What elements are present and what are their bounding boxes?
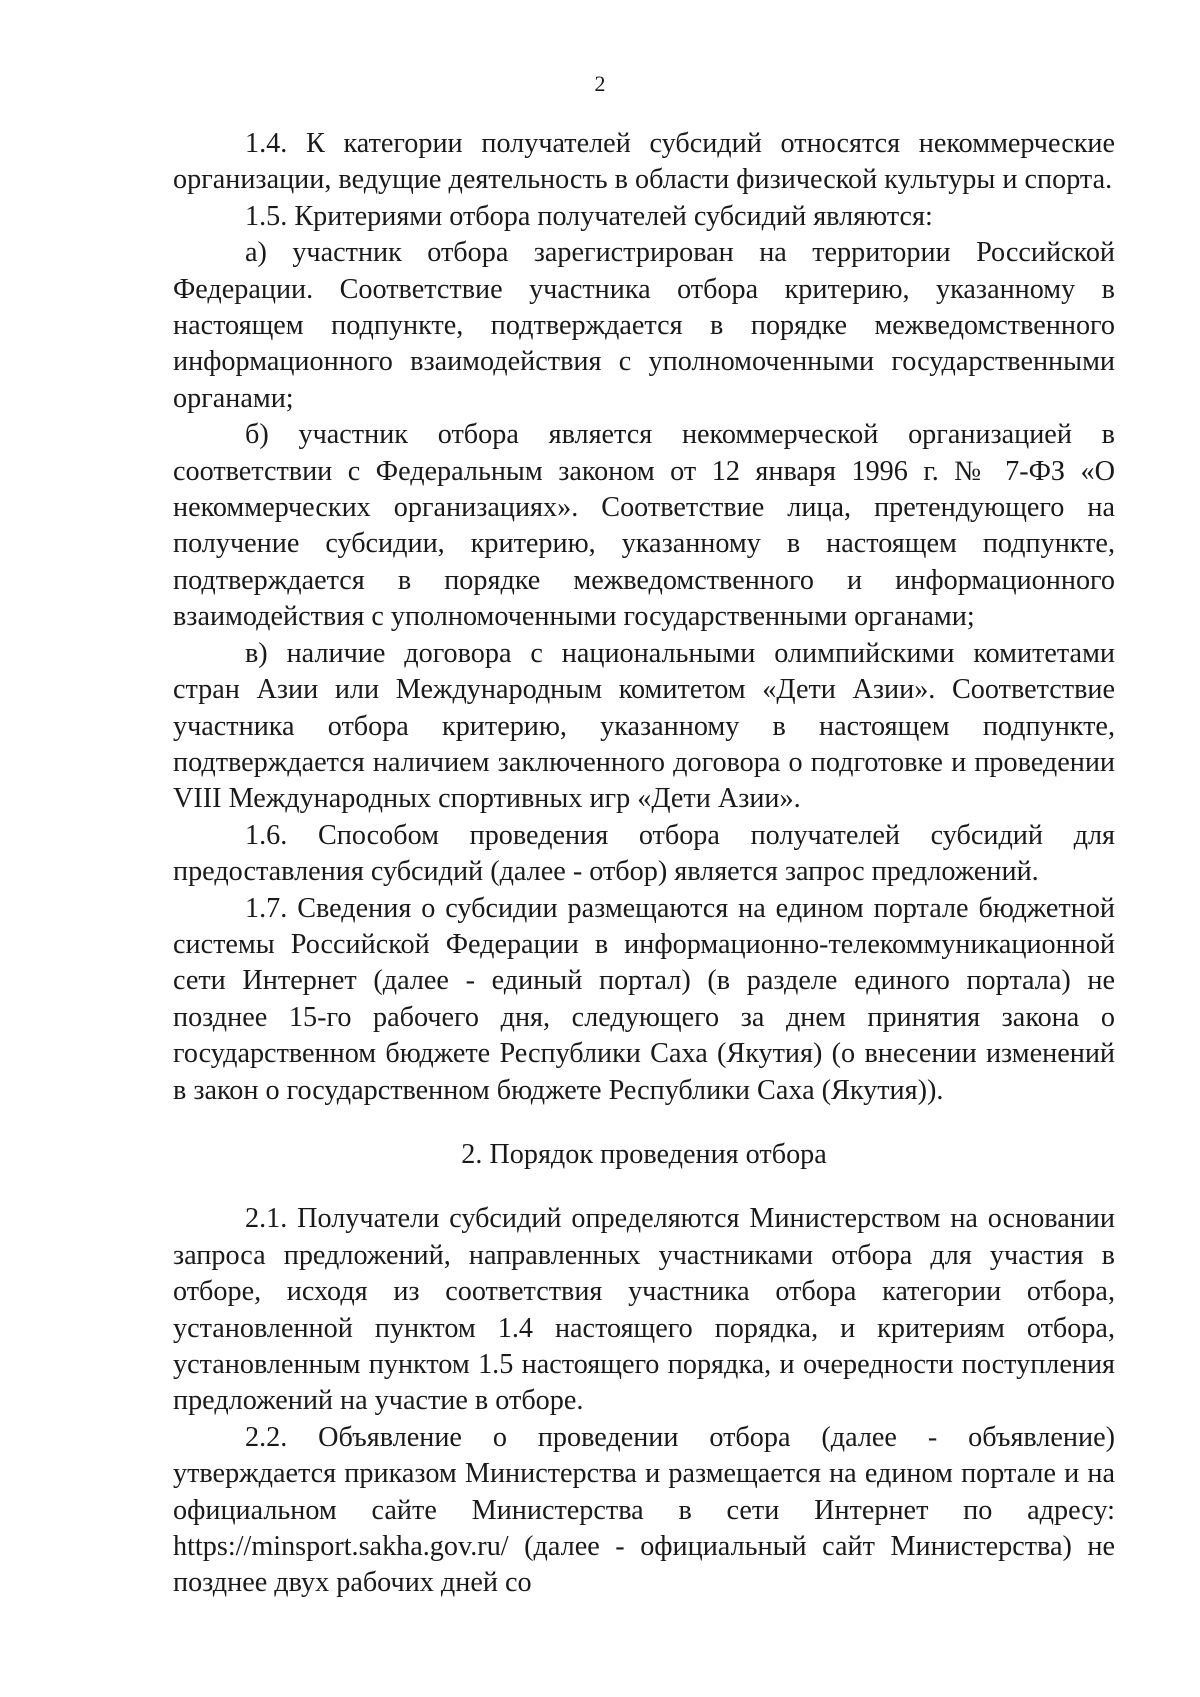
paragraph-1-5-a: а) участник отбора зарегистрирован на территории Российской Федерации. Соответствие участника отбора критерию, указанному в настоящем подпункте, подтверждается в порядке межведомственного информационного взаимодействия с уполномоченными государственными органами; — [173, 237, 1115, 414]
paragraph-1-5-v: в) наличие договора с национальными олимпийскими комитетами стран Азии или Международным комитетом «Дети Азии». Соответствие участника отбора критерию, указанному в настоящем подпункте, подтверждается наличием заключенного договора о подготовке и проведении VIII Международных спортивных игр «Дети Азии». — [173, 637, 1115, 815]
section-heading: 2. Порядок проведения отбора — [461, 1138, 827, 1170]
page-number: 2 — [594, 71, 606, 96]
paragraph-1-4: 1.4. К категории получателей субсидий относятся некоммерческие организации, ведущие деятельность в области физической культуры и спорта. — [173, 128, 1115, 196]
paragraph-2-1: 2.1. Получатели субсидий определяются Министерством на основании запроса предложений, направленных участниками отбора для участия в отборе, исходя из соответствия участника отбора категории отбора, установленной пунктом 1.4 настоящего порядка, и критериям отбора, установленным пунктом 1.5 настоящего порядка, и очередности поступления предложений на участие в отборе. — [173, 1203, 1115, 1417]
paragraph-1-7: 1.7. Сведения о субсидии размещаются на едином портале бюджетной системы Российской Федерации в информационно-телекоммуникационной сети Интернет (далее - единый портал) (в разделе единого портала) не позднее 15-го рабочего дня, следующего за днем принятия закона о государственном бюджете Республики Саха (Якутия) (о внесении изменений в закон о государственном бюджете Республики Саха (Якутия)). — [173, 892, 1115, 1106]
paragraph-1-5: 1.5. Критериями отбора получателей субсидий являются: — [245, 200, 933, 232]
paragraph-1-6: 1.6. Способом проведения отбора получателей субсидий для предоставления субсидий (далее - отбор) является запрос предложений. — [173, 819, 1115, 888]
paragraph-2-2: 2.2. Объявление о проведении отбора (далее - объявление) утверждается приказом Министерства и размещается на едином портале и на официальном сайте Министерства в сети Интернет по адресу: https://minsport.sakha.gov.ru/ (далее - официальный сайт Министерства) не позднее двух рабочих дней со — [173, 1421, 1115, 1599]
paragraph-1-5-b: б) участник отбора является некоммерческой организацией в соответствии с Федеральным законом от 12 января 1996 г. № 7-ФЗ «О некоммерческих организациях». Соответствие лица, претендующего на получение субсидии, критерию, указанному в настоящем подпункте, подтверждается в порядке межведомственного и информационного взаимодействия с уполномоченными государственными органами; — [173, 419, 1115, 633]
document-body — [173, 126, 1115, 1602]
